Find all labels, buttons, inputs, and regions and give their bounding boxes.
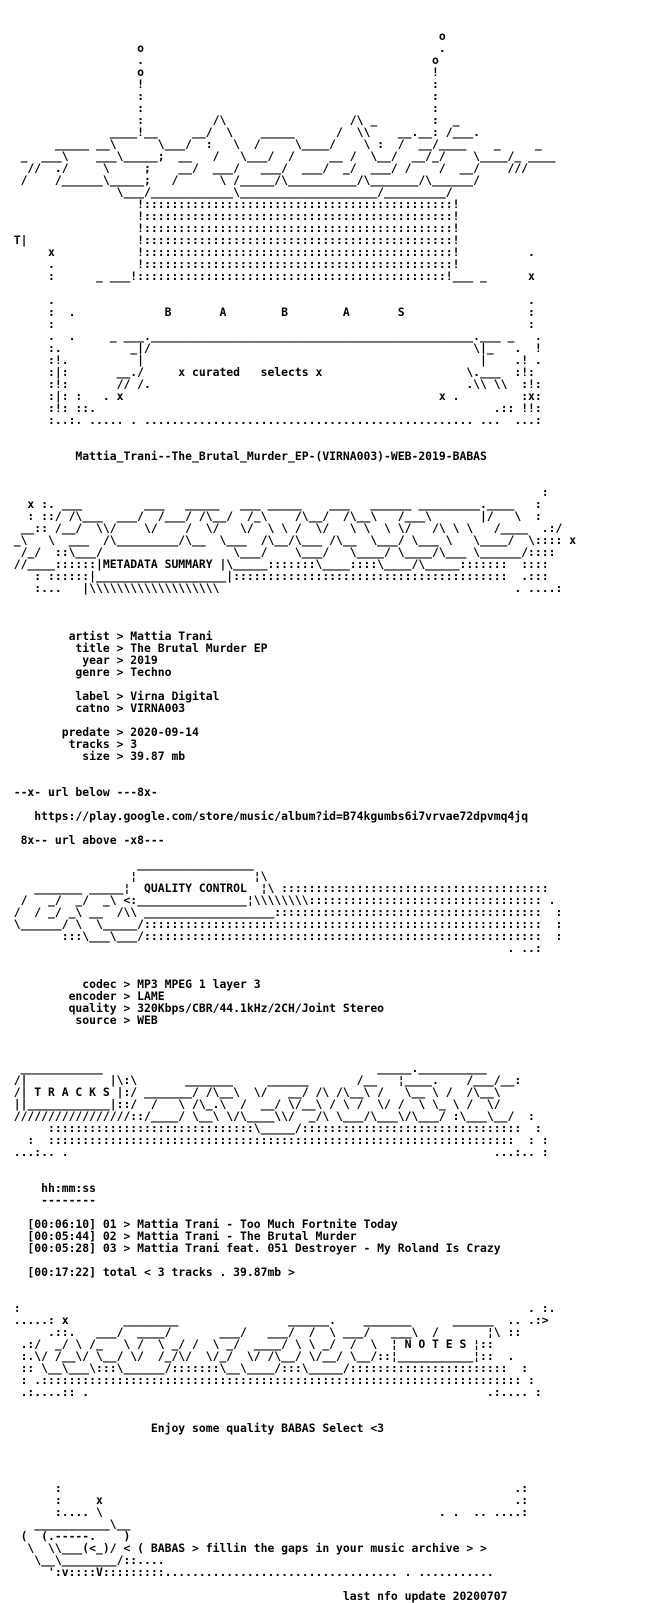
nfo-line: : .:::::::::::::::::::::::::::::::::::::::::::::::::::::::::::::::::::::: : xyxy=(0,1373,542,1387)
nfo-line: : .: xyxy=(0,1481,542,1495)
nfo-line: .::. ___/ ____/ ___/ ___/ / \ ___/ ___\ / ¦\ :: xyxy=(0,1325,556,1339)
nfo-line: ( (.-----. ) xyxy=(0,1529,529,1543)
nfo-line: . !:::::::::::::::::::::::::::::::::::::::::::::! xyxy=(0,257,542,271)
nfo-line: ____________ _____.__________ xyxy=(0,1061,549,1075)
nfo-line: !:::::::::::::::::::::::::::::::::::::::::::::! xyxy=(0,197,542,211)
nfo-line: catno > VIRNA003 xyxy=(0,701,549,715)
nfo-line: . ..: xyxy=(0,941,549,955)
nfo-line: quality > 320Kbps/CBR/44.1kHz/2CH/Joint Stereo xyxy=(0,1001,549,1015)
nfo-line: . . xyxy=(0,293,542,307)
nfo-line: T| !:::::::::::::::::::::::::::::::::::::::::::::! xyxy=(0,233,542,247)
nfo-line: [00:06:10] 01 > Mattia Trani - Too Much Fortnite Today xyxy=(0,1217,549,1231)
nfo-line: [00:05:44] 02 > Mattia Trani - The Brutal Murder xyxy=(0,1229,549,1243)
nfo-line: __:: /__/ \\/ \/ / \/ \/ \ \ / \/ \ \ \ \/ /\ \ \ /____ .:/ xyxy=(0,521,570,535)
nfo-line: :|: : . x x . :x: xyxy=(0,389,549,403)
nfo-line: . o xyxy=(0,53,535,67)
nfo-line: :..:. ..... . ................................................ ... ...: xyxy=(0,413,549,427)
nfo-line: _________________ xyxy=(0,857,549,871)
nfo-line: . . _ ___._______________________________________________.___ _ . xyxy=(0,329,549,343)
nfo-line: \______/ \ \_____/:::::::::::::::::::::::::::::::::::::::::::::::::::::::::: : xyxy=(0,917,570,931)
nfo-line: .:....:: . .:.... : xyxy=(0,1385,549,1399)
nfo-line: year > 2019 xyxy=(0,653,549,667)
nfo-line: _______ _____¦ QUALITY CONTROL ¦\ ::::::::::::::::::::::::::::::::::::::: xyxy=(0,881,549,895)
nfo-line: ...:.. . ...:.. : xyxy=(0,1145,549,1159)
nfo-line: : : xyxy=(0,89,535,103)
nfo-line: /| T R A C K S |:/ _______/ /\__\ \/ __/ /\ /\__\ / \__ \ / /\__\ xyxy=(0,1085,522,1099)
nfo-line: tracks > 3 xyxy=(0,737,549,751)
nfo-line: -------- xyxy=(0,1193,549,1207)
nfo-line: :!. | | .! . xyxy=(0,353,549,367)
nfo-line: : :::::::::::::::::::::::::::::::::::::::::::::::::::::::::::::::::::: : : xyxy=(0,1133,549,1147)
nfo-line: /_/ ::\___/ \___/ \___/ \____/ \____/\___ \______/:::: xyxy=(0,545,563,559)
nfo-line: :!: // /. .\\ \\ :!: xyxy=(0,377,549,391)
nfo-line: :. _|/ \|_ . ! xyxy=(0,341,549,355)
nfo-line: \__\________/::.... xyxy=(0,1553,542,1567)
nfo-line: : ::/ /\___ ___/ /___/ /\__/ /_\ /\__/ /\__\ /___\ |/ \ : xyxy=(0,509,556,523)
nfo-line: label > Virna Digital xyxy=(0,689,549,703)
nfo-line: :::\___\___/:::::::::::::::::::::::::::::::::::::::::::::::::::::::::: : xyxy=(0,929,570,943)
nfo-line: !:::::::::::::::::::::::::::::::::::::::::::::! xyxy=(0,221,542,235)
nfo-line: : . B A B A S : xyxy=(0,305,542,319)
nfo-line: source > WEB xyxy=(0,1013,549,1027)
nfo-line: : . :. xyxy=(0,1301,556,1315)
nfo-text-document xyxy=(0,6,648,1603)
nfo-line: :: \__\___\:::\______/:::::::\__\____/:::\_____/::::::::::::::::::::::: : xyxy=(0,1361,535,1375)
nfo-line: : : xyxy=(0,317,542,331)
nfo-line: codec > MP3 MPEG 1 layer 3 xyxy=(0,977,549,991)
nfo-line: //____::::::|METADATA SUMMARY |\_____:::::::\____::::\____/\_____::::::: :::: xyxy=(0,557,556,571)
nfo-line: hh:mm:ss xyxy=(0,1181,549,1195)
nfo-line: x !:::::::::::::::::::::::::::::::::::::::::::::! . xyxy=(0,245,542,259)
nfo-line: --x- url below ---8x- xyxy=(0,785,549,799)
nfo-line: Mattia_Trani--The_Brutal_Murder_EP-(VIRNA003)-WEB-2019-BABAS xyxy=(0,449,549,463)
nfo-line: ¦ ¦\ xyxy=(0,869,556,883)
nfo-line: // ./ \ ; __/ ___/ ___/ ___/ _/ ___/ / / __/ /// xyxy=(0,161,535,175)
nfo-line: ':v::::V:::::::::.................................. . ........... xyxy=(0,1565,529,1579)
nfo-line: .....: x ________ ______. _______ ______ .. .:> xyxy=(0,1313,556,1327)
nfo-line: ! : xyxy=(0,77,535,91)
nfo-line: :.\/ /__\/ \__/ \/ /_/\/ \/_/ \/ /\__/ \/__/ \__/::¦___________¦:: . xyxy=(0,1349,522,1363)
nfo-line: predate > 2020-09-14 xyxy=(0,725,549,739)
nfo-line: [00:05:28] 03 > Mattia Trani feat. 051 Destroyer - My Roland Is Crazy xyxy=(0,1241,556,1255)
nfo-line: o . xyxy=(0,41,542,55)
nfo-line: ___________\__ xyxy=(0,1517,542,1531)
nfo-line: _\ \ ___ /\_________/\__ \___ /\__/\___ /\__ \___/ \___ \ \____/ \:::: x xyxy=(0,533,577,547)
nfo-line: genre > Techno xyxy=(0,665,549,679)
nfo-line: /| |\:\ _______ ______ /__ ¦____. /___/__: xyxy=(0,1073,556,1087)
nfo-line: \ \\___(<_)/ < ( BABAS > fillin the gaps in your music archive > > xyxy=(0,1541,549,1555)
nfo-line: Enjoy some quality BABAS Select <3 xyxy=(0,1421,549,1435)
nfo-line: https://play.google.com/store/music/album?id=B74kgumbs6i7vrvae72dpvmq4jq xyxy=(0,809,549,823)
nfo-line: : /\ /\ _ : _ xyxy=(0,113,542,127)
nfo-line: artist > Mattia Trani xyxy=(0,629,549,643)
nfo-line: \___/____________\____________________/_________/ xyxy=(0,185,542,199)
nfo-line: : : xyxy=(0,101,535,115)
nfo-line: _____ __\ \___/ : \ / \____/ \ : / __/____ _ _ xyxy=(0,137,542,151)
nfo-line: last nfo update 20200707 xyxy=(0,1589,535,1603)
nfo-line: _ ___\ ___\_____; __ / \___/ / __ / \__/ __/_/ \____/_ ____ xyxy=(0,149,556,163)
nfo-line: : ::::::|___________________|:::::::::::::::::::::::::::::::::::::::: .::: xyxy=(0,569,556,583)
nfo-line: / / _/ _\ __ /\\ ___________________::::::::::::::::::::::::::::::::::::::: : xyxy=(0,905,570,919)
nfo-line: : xyxy=(0,485,556,499)
nfo-line: : _ ___!:::::::::::::::::::::::::::::::::::::::::::::!___ _ x xyxy=(0,269,542,283)
nfo-line: : x .: xyxy=(0,1493,542,1507)
nfo-line: / _/ _/ _\ <:________________¦\\\\\\\\:::::::::::::::::::::::::::::::::: . xyxy=(0,893,563,907)
nfo-line: .:/ _/ \ /_ \ / \ _/ / \ _/ ____/ \ \ _/ / \ ¦ N O T E S ¦:: xyxy=(0,1337,522,1351)
nfo-line: o xyxy=(0,29,549,43)
nfo-line: o ! xyxy=(0,65,535,79)
nfo-line: :... |\\\\\\\\\\\\\\\\\\\ . ....: xyxy=(0,581,570,595)
nfo-line: ::::::::::::::::::::::::::::::\_____/:::::::::::::::::::::::::::::::: : xyxy=(0,1121,542,1135)
nfo-line: 8x-- url above -x8--- xyxy=(0,833,549,847)
nfo-line: /////////////////::/____/ \__\ \/\____\\/ _/\ \___/\___\/\___/ :\___\__/ : xyxy=(0,1109,535,1123)
nfo-line: :|: __./ x curated selects x \.___ :!: xyxy=(0,365,542,379)
nfo-line: :.... \ . . .. ....: xyxy=(0,1505,542,1519)
nfo-line: :!: ::. .:: !!: xyxy=(0,401,549,415)
nfo-line: [00:17:22] total < 3 tracks . 39.87mb > xyxy=(0,1265,549,1279)
nfo-line: ||____________|::/ / \ /\_.\ / __/ \/__\ / \ / \/ / \ \_ \ / \/ xyxy=(0,1097,522,1111)
nfo-line: / /______\_____; / \ /_____/\__________/\_______/\______/ xyxy=(0,173,529,187)
nfo-line: ____!__ __/ \ _____ / \\ __.__: /___. xyxy=(0,125,542,139)
nfo-line: title > The Brutal Murder EP xyxy=(0,641,549,655)
nfo-line: !:::::::::::::::::::::::::::::::::::::::::::::! xyxy=(0,209,542,223)
nfo-line: x :. ___ ___ _____ ___ _____ ___ ______ _________.____ : xyxy=(0,497,556,511)
nfo-line: size > 39.87 mb xyxy=(0,749,549,763)
nfo-line: encoder > LAME xyxy=(0,989,549,1003)
